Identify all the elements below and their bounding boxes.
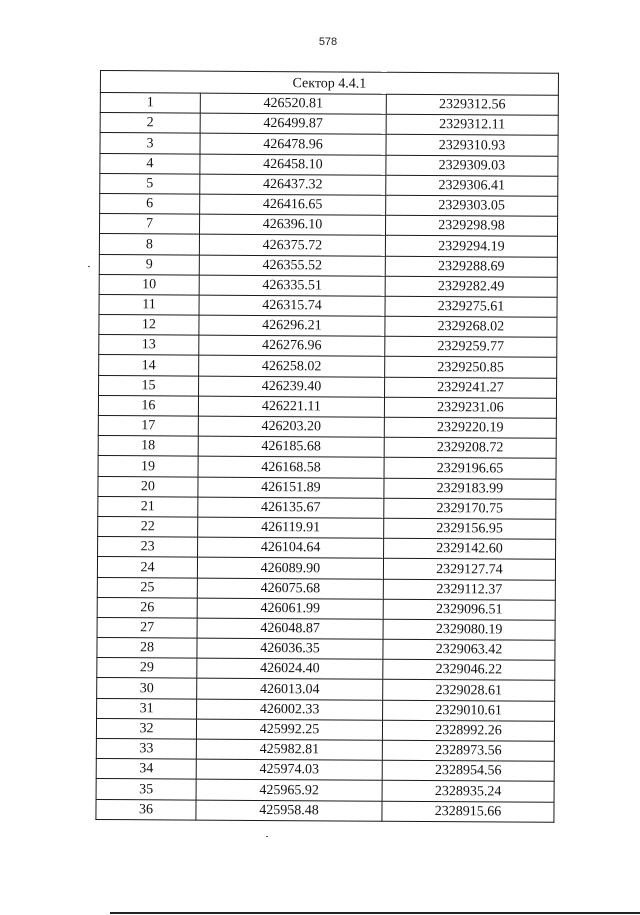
table-row <box>98 496 556 519</box>
scan-speck <box>88 266 90 267</box>
x-coordinate-cell: 425974.03 <box>196 759 382 780</box>
y-coordinate-cell: 2328954.56 <box>382 760 554 781</box>
table-row <box>99 214 557 237</box>
row-number-cell: 5 <box>100 173 200 194</box>
x-coordinate-cell: 426036.35 <box>197 638 383 659</box>
row-number-cell: 3 <box>100 133 200 154</box>
x-coordinate-cell: 426089.90 <box>197 557 383 578</box>
x-coordinate-cell: 426335.51 <box>199 275 385 296</box>
table-row <box>96 779 554 802</box>
x-coordinate-cell: 426002.33 <box>197 699 383 720</box>
x-coordinate-cell: 426520.81 <box>200 93 386 114</box>
y-coordinate-cell: 2329220.19 <box>384 417 556 438</box>
table-row <box>99 294 557 317</box>
table-row <box>97 658 555 681</box>
y-coordinate-cell: 2328915.66 <box>382 801 554 822</box>
table-row <box>99 274 557 297</box>
table-row <box>99 355 557 378</box>
y-coordinate-cell: 2329306.41 <box>386 175 558 196</box>
x-coordinate-cell: 425992.25 <box>196 719 382 740</box>
row-number-cell: 32 <box>96 718 196 739</box>
table-row <box>98 537 556 560</box>
row-number-cell: 16 <box>98 395 198 416</box>
row-number-cell: 13 <box>99 335 199 356</box>
y-coordinate-cell: 2329288.69 <box>385 256 557 277</box>
y-coordinate-cell: 2328992.26 <box>382 720 554 741</box>
y-coordinate-cell: 2329298.98 <box>385 215 557 236</box>
row-number-cell: 9 <box>99 254 199 275</box>
y-coordinate-cell: 2329309.03 <box>386 155 558 176</box>
x-coordinate-cell: 426355.52 <box>199 255 385 276</box>
x-coordinate-cell: 426499.87 <box>200 113 386 134</box>
y-coordinate-cell: 2329303.05 <box>386 195 558 216</box>
y-coordinate-cell: 2329028.61 <box>383 680 555 701</box>
table-row <box>96 718 554 741</box>
row-number-cell: 30 <box>97 678 197 699</box>
row-number-cell: 19 <box>98 456 198 477</box>
row-number-cell: 4 <box>100 153 200 174</box>
table-row <box>99 335 557 358</box>
x-coordinate-cell: 426061.99 <box>197 598 383 619</box>
row-number-cell: 24 <box>97 557 197 578</box>
y-coordinate-cell: 2329183.99 <box>384 478 556 499</box>
row-number-cell: 22 <box>98 516 198 537</box>
table-row <box>100 93 558 116</box>
x-coordinate-cell: 426296.21 <box>199 315 385 336</box>
table-row <box>98 395 556 418</box>
table-row <box>98 415 556 438</box>
table-row <box>97 577 555 600</box>
x-coordinate-cell: 426458.10 <box>200 154 386 175</box>
table-row <box>96 799 554 822</box>
row-number-cell: 31 <box>97 698 197 719</box>
x-coordinate-cell: 425965.92 <box>196 779 382 800</box>
row-number-cell: 11 <box>99 294 199 315</box>
y-coordinate-cell: 2329112.37 <box>383 579 555 600</box>
y-coordinate-cell: 2329282.49 <box>385 276 557 297</box>
y-coordinate-cell: 2328935.24 <box>382 781 554 802</box>
y-coordinate-cell: 2329231.06 <box>384 397 556 418</box>
table-row <box>100 173 558 196</box>
x-coordinate-cell: 426104.64 <box>198 537 384 558</box>
row-number-cell: 20 <box>98 476 198 497</box>
page-number: 578 <box>318 36 338 48</box>
y-coordinate-cell: 2329275.61 <box>385 296 557 317</box>
table-row <box>100 133 558 156</box>
x-coordinate-cell: 425982.81 <box>196 739 382 760</box>
row-number-cell: 25 <box>97 577 197 598</box>
y-coordinate-cell: 2329170.75 <box>384 498 556 519</box>
row-number-cell: 12 <box>99 315 199 336</box>
table-title-row <box>100 71 558 96</box>
x-coordinate-cell: 426048.87 <box>197 618 383 639</box>
y-coordinate-cell: 2329294.19 <box>385 236 557 257</box>
table-row <box>97 638 555 661</box>
table-row <box>96 759 554 782</box>
table-row <box>97 617 555 640</box>
y-coordinate-cell: 2329196.65 <box>384 458 556 479</box>
x-coordinate-cell: 426168.58 <box>198 456 384 477</box>
x-coordinate-cell: 426375.72 <box>199 234 385 255</box>
x-coordinate-cell: 426478.96 <box>200 133 386 154</box>
table-row <box>96 738 554 761</box>
x-coordinate-cell: 426013.04 <box>197 679 383 700</box>
table-row <box>98 476 556 499</box>
y-coordinate-cell: 2329208.72 <box>384 437 556 458</box>
y-coordinate-cell: 2329080.19 <box>383 619 555 640</box>
y-coordinate-cell: 2329142.60 <box>384 538 556 559</box>
table-body <box>96 71 559 823</box>
row-number-cell: 33 <box>96 738 196 759</box>
table-title: Сектор 4.4.1 <box>100 71 558 96</box>
y-coordinate-cell: 2329096.51 <box>383 599 555 620</box>
table-row <box>98 456 556 479</box>
row-number-cell: 36 <box>96 799 196 820</box>
row-number-cell: 26 <box>97 597 197 618</box>
row-number-cell: 6 <box>100 193 200 214</box>
y-coordinate-cell: 2329250.85 <box>385 357 557 378</box>
y-coordinate-cell: 2329310.93 <box>386 135 558 156</box>
row-number-cell: 18 <box>98 436 198 457</box>
table-row <box>99 375 557 398</box>
table-row <box>98 436 556 459</box>
y-coordinate-cell: 2329259.77 <box>385 336 557 357</box>
x-coordinate-cell: 426396.10 <box>199 214 385 235</box>
x-coordinate-cell: 425958.48 <box>196 800 382 821</box>
coordinates-table <box>95 70 559 823</box>
table-row <box>100 113 558 136</box>
scan-edge-line <box>110 912 640 914</box>
row-number-cell: 35 <box>96 779 196 800</box>
scan-speck <box>266 836 268 837</box>
x-coordinate-cell: 426221.11 <box>198 396 384 417</box>
x-coordinate-cell: 426276.96 <box>199 335 385 356</box>
row-number-cell: 27 <box>97 617 197 638</box>
x-coordinate-cell: 426239.40 <box>199 376 385 397</box>
row-number-cell: 8 <box>99 234 199 255</box>
row-number-cell: 10 <box>99 274 199 295</box>
table-row <box>97 597 555 620</box>
y-coordinate-cell: 2329312.56 <box>386 94 558 115</box>
row-number-cell: 17 <box>98 415 198 436</box>
x-coordinate-cell: 426151.89 <box>198 477 384 498</box>
row-number-cell: 15 <box>99 375 199 396</box>
x-coordinate-cell: 426135.67 <box>198 497 384 518</box>
row-number-cell: 1 <box>100 93 200 114</box>
table-row <box>98 516 556 539</box>
row-number-cell: 2 <box>100 113 200 134</box>
y-coordinate-cell: 2328973.56 <box>382 740 554 761</box>
x-coordinate-cell: 426024.40 <box>197 658 383 679</box>
x-coordinate-cell: 426437.32 <box>200 174 386 195</box>
y-coordinate-cell: 2329241.27 <box>385 377 557 398</box>
table-row <box>99 315 557 338</box>
y-coordinate-cell: 2329312.11 <box>386 114 558 135</box>
row-number-cell: 14 <box>99 355 199 376</box>
y-coordinate-cell: 2329046.22 <box>383 659 555 680</box>
y-coordinate-cell: 2329063.42 <box>383 639 555 660</box>
x-coordinate-cell: 426075.68 <box>197 578 383 599</box>
y-coordinate-cell: 2329268.02 <box>385 316 557 337</box>
x-coordinate-cell: 426203.20 <box>198 416 384 437</box>
row-number-cell: 34 <box>96 759 196 780</box>
table-row <box>99 254 557 277</box>
x-coordinate-cell: 426315.74 <box>199 295 385 316</box>
x-coordinate-cell: 426416.65 <box>200 194 386 215</box>
table-row <box>100 193 558 216</box>
row-number-cell: 7 <box>99 214 199 235</box>
table-row <box>100 153 558 176</box>
x-coordinate-cell: 426258.02 <box>199 356 385 377</box>
row-number-cell: 29 <box>97 658 197 679</box>
table-row <box>97 557 555 580</box>
table-row <box>97 678 555 701</box>
x-coordinate-cell: 426119.91 <box>198 517 384 538</box>
x-coordinate-cell: 426185.68 <box>198 436 384 457</box>
y-coordinate-cell: 2329127.74 <box>383 559 555 580</box>
row-number-cell: 28 <box>97 638 197 659</box>
table-row <box>99 234 557 257</box>
y-coordinate-cell: 2329156.95 <box>384 518 556 539</box>
table-row <box>97 698 555 721</box>
row-number-cell: 23 <box>98 537 198 558</box>
y-coordinate-cell: 2329010.61 <box>383 700 555 721</box>
row-number-cell: 21 <box>98 496 198 517</box>
